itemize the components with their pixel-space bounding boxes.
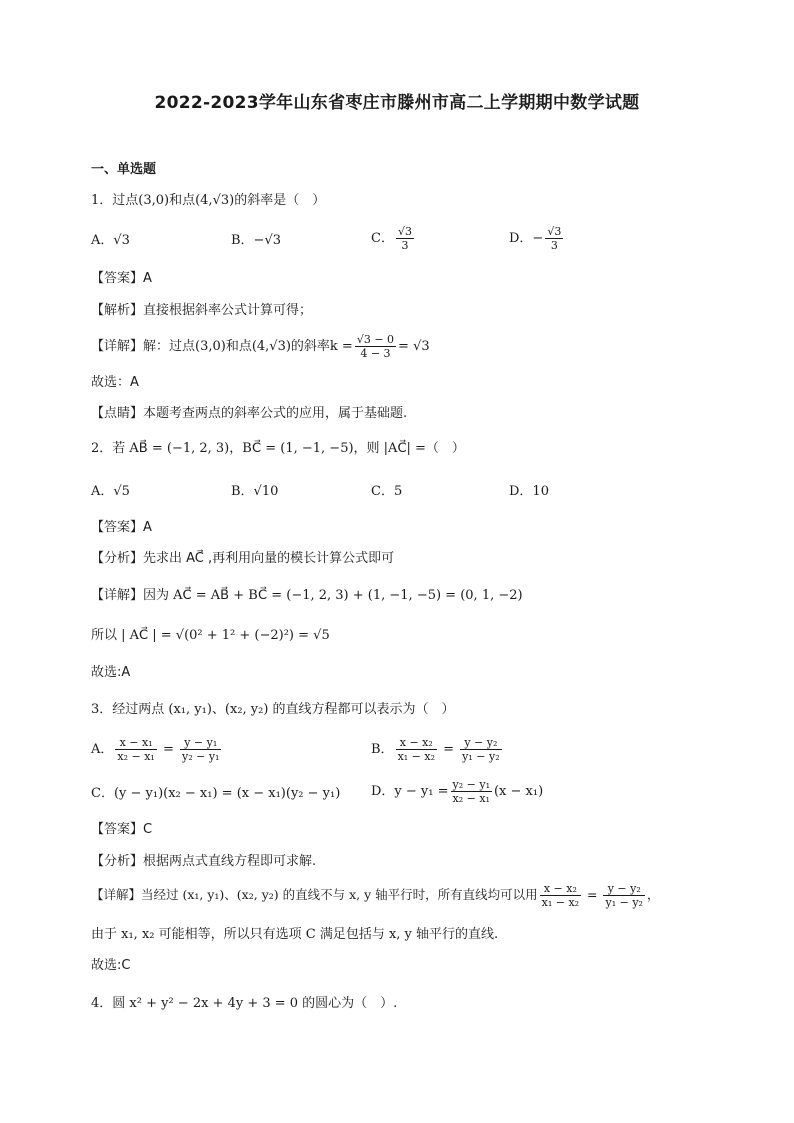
q3-a-numerator-2: y − y₁ bbox=[180, 736, 221, 750]
q1-comment: 【点睛】本题考查两点的斜率公式的应用，属于基础题. bbox=[91, 406, 408, 421]
q3-choice: 故选:C bbox=[91, 958, 131, 973]
q1-detail bbox=[91, 333, 430, 360]
q1-answer: 【答案】A bbox=[91, 271, 152, 286]
q1-option-c-label: C． bbox=[371, 231, 394, 246]
q1-option-a: A．√3 bbox=[91, 233, 130, 248]
q3-option-d bbox=[371, 778, 543, 805]
q2-analysis: 【分析】先求出 AC⃗ ,再利用向量的模长计算公式即可 bbox=[91, 551, 395, 566]
q3-b-numerator-2: y − y₂ bbox=[460, 736, 501, 750]
q3-d-denominator: x₂ − x₁ bbox=[452, 792, 490, 805]
q2-option-b: B．√10 bbox=[231, 484, 279, 499]
q3-answer: 【答案】C bbox=[91, 822, 153, 837]
q3-analysis: 【分析】根据两点式直线方程即可求解. bbox=[91, 854, 317, 869]
q3-b-denominator-1: x₁ − x₂ bbox=[397, 750, 435, 763]
q3-option-d-label: D．y − y₁ = bbox=[371, 784, 449, 799]
q2-choice: 故选:A bbox=[91, 665, 131, 680]
q3-b-numerator-1: x − x₂ bbox=[396, 736, 437, 750]
page-title: 2022-2023学年山东省枣庄市滕州市高二上学期期中数学试题 bbox=[154, 93, 640, 113]
q3-detail-denominator-2: y₁ − y₂ bbox=[605, 896, 643, 909]
q3-detail-2: 由于 x₁, x₂ 可能相等，所以只有选项 C 满足包括与 x, y 轴平行的直线. bbox=[91, 927, 499, 942]
q3-option-a-label: A． bbox=[91, 742, 114, 757]
q3-option-b-label: B． bbox=[371, 742, 394, 757]
q3-detail-numerator-2: y − y₂ bbox=[603, 882, 644, 896]
q2-option-c: C．5 bbox=[371, 484, 403, 499]
q3-a-numerator-1: x − x₁ bbox=[115, 736, 156, 750]
q3-detail-end: ， bbox=[646, 887, 660, 902]
q3-a-denominator-1: x₂ − x₁ bbox=[117, 750, 155, 763]
question-3-stem: 3．经过两点 (x₁, y₁)、(x₂, y₂) 的直线方程都可以表示为（ ） bbox=[91, 702, 455, 717]
q2-option-a: A．√5 bbox=[91, 484, 130, 499]
q3-detail-numerator-1: x − x₂ bbox=[540, 882, 581, 896]
q3-b-denominator-2: y₁ − y₂ bbox=[462, 750, 500, 763]
q3-a-denominator-2: y₂ − y₁ bbox=[182, 750, 220, 763]
question-1-stem: 1．过点(3,0)和点(4,√3)的斜率是（ ） bbox=[91, 193, 326, 208]
q1-detail-numerator: √3 − 0 bbox=[356, 333, 395, 346]
q1-analysis: 【解析】直接根据斜率公式计算可得； bbox=[91, 303, 313, 318]
q3-detail-denominator-1: x₁ − x₂ bbox=[541, 896, 580, 909]
q1-option-d bbox=[509, 225, 565, 252]
q1-d-numerator: √3 bbox=[547, 225, 562, 238]
q2-answer: 【答案】A bbox=[91, 520, 152, 535]
q2-detail-2: 所以 | AC⃗ | = √(0² + 1² + (−2)²) = √5 bbox=[91, 628, 330, 643]
q1-detail-text: 【详解】解：过点(3,0)和点(4,√3)的斜率k = bbox=[91, 339, 353, 354]
q3-detail: 【详解】当经过 (x₁, y₁)、(x₂, y₂) 的直线不与 x, y 轴平行时，所有直线均可以用 $\frac{\text{x − x₂}}{\text{x₁ − x₂}}$ = $\frac{\text{y − y₂}}{\text{y₁ − y₂}}$ ， bbox=[91, 882, 660, 909]
section-heading: 一、单选题 bbox=[91, 162, 157, 177]
q2-detail: 【详解】因为 AC⃗ = AB⃗ + BC⃗ = (−1, 2, 3) + (1, −1, −5) = (0, 1, −2) bbox=[91, 588, 523, 603]
q1-choice: 故选：A bbox=[91, 375, 139, 390]
q3-option-c: C．(y − y₁)(x₂ − x₁) = (x − x₁)(y₂ − y₁) bbox=[91, 786, 341, 801]
q3-option-b: B． $\frac{\text{x − x₂}}{\text{x₁ − x₂}}$ = $\frac{\text{y − y₂}}{\text{y₁ − y₂}}$ bbox=[371, 736, 500, 763]
q1-detail-result: = √3 bbox=[398, 339, 430, 354]
q1-option-d-label: D．− bbox=[509, 231, 544, 246]
question-2-stem: 2．若 AB⃗ = (−1, 2, 3)，BC⃗ = (1, −1, −5)，则 |AC⃗| =（ ） bbox=[91, 441, 465, 456]
q1-detail-denominator: 4 − 3 bbox=[360, 347, 391, 360]
q3-d-numerator: y₂ − y₁ bbox=[452, 778, 490, 791]
q1-c-denominator: 3 bbox=[401, 239, 409, 252]
q2-option-d: D．10 bbox=[509, 484, 549, 499]
q1-c-numerator: √3 bbox=[397, 225, 412, 238]
q3-detail-text: 【详解】当经过 (x₁, y₁)、(x₂, y₂) 的直线不与 x, y 轴平行时，所有直线均可以用 bbox=[91, 887, 538, 902]
q1-d-denominator: 3 bbox=[550, 239, 558, 252]
q1-option-c bbox=[371, 225, 416, 252]
question-4-stem: 4．圆 x² + y² − 2x + 4y + 3 = 0 的圆心为（ ）. bbox=[91, 996, 398, 1011]
q3-option-a: A． $\frac{\text{x − x₁}}{\text{x₂ − x₁}}$ = $\frac{\text{y − y₁}}{\text{y₂ − y₁}}$ bbox=[91, 736, 220, 763]
q1-option-b: B．−√3 bbox=[231, 233, 282, 248]
q3-d-suffix: (x − x₁) bbox=[493, 784, 544, 799]
